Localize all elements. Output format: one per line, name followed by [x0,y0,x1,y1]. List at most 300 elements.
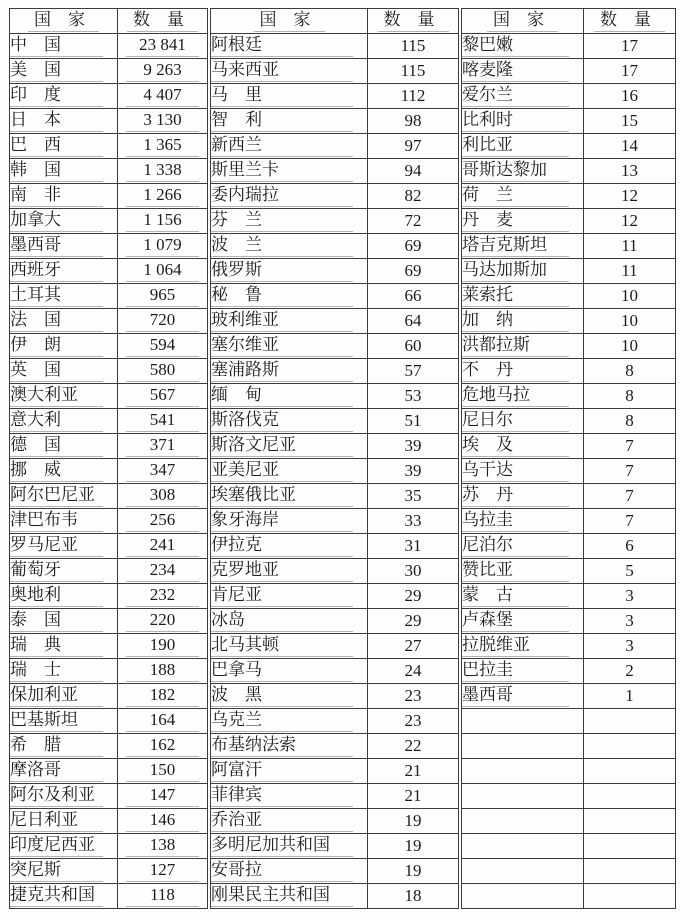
quantity-cell [584,784,676,809]
quantity-cell: 29 [368,609,459,634]
quantity-cell: 64 [368,309,459,334]
quantity-value: 1 266 [126,185,199,207]
country-cell [211,84,368,109]
quantity-cell: 98 [368,109,459,134]
quantity-value: 118 [126,885,199,907]
quantity-cell: 72 [368,209,459,234]
table-group-1 [9,8,208,909]
country-name: 布基纳法索 [211,735,353,757]
table-row [462,609,676,634]
quantity-cell [584,734,676,759]
country-name: 埃 及 [462,435,569,457]
table-row [10,134,208,159]
country-cell [211,659,368,684]
quantity-cell: 7 [584,484,676,509]
country-cell [211,859,368,884]
quantity-cell [584,759,676,784]
table-row [462,134,676,159]
quantity-cell: 8 [584,359,676,384]
table-row [10,509,208,534]
country-name: 比利时 [462,110,569,132]
table-group-2 [210,8,459,909]
quantity-cell: 7 [584,459,676,484]
country-name: 巴拉圭 [462,660,569,682]
country-name: 英 国 [10,360,103,382]
country-name: 荷 兰 [462,185,569,207]
country-cell [462,334,584,359]
quantity-cell [118,584,208,609]
country-name: 斯洛伐克 [211,410,353,432]
quantity-cell: 19 [368,809,459,834]
quantity-cell: 1 [584,684,676,709]
country-name: 印 度 [10,85,103,107]
quantity-cell: 94 [368,159,459,184]
country-cell [10,234,118,259]
quantity-cell [118,709,208,734]
table-row [462,109,676,134]
quantity-value: 567 [126,385,199,407]
table-group-3 [461,8,676,909]
table-row [10,59,208,84]
country-cell [211,159,368,184]
country-name: 加拿大 [10,210,103,232]
table-row [10,409,208,434]
quantity-cell [118,84,208,109]
country-cell [462,109,584,134]
quantity-cell: 19 [368,859,459,884]
quantity-value: 138 [126,835,199,857]
table-row [10,734,208,759]
table-row [211,259,459,284]
country-name: 南 非 [10,185,103,207]
country-name: 乔治亚 [211,810,353,832]
quantity-value: 594 [126,335,199,357]
quantity-cell: 115 [368,34,459,59]
country-cell [211,59,368,84]
table-row [10,484,208,509]
country-name: 新西兰 [211,135,353,157]
table-row [211,109,459,134]
quantity-cell: 3 [584,609,676,634]
country-header: 国 家 [10,9,118,34]
quantity-cell: 69 [368,259,459,284]
quantity-cell [118,259,208,284]
country-name: 韩 国 [10,160,103,182]
country-name: 阿根廷 [211,35,353,57]
country-name: 阿尔巴尼亚 [10,485,103,507]
country-cell [462,284,584,309]
quantity-cell [118,184,208,209]
table-row [211,384,459,409]
country-cell [10,859,118,884]
country-name: 菲律宾 [211,785,353,807]
country-name: 拉脱维亚 [462,635,569,657]
country-header: 国 家 [211,9,368,34]
quantity-cell [584,709,676,734]
table-row [10,809,208,834]
country-cell [10,284,118,309]
quantity-cell [118,859,208,884]
country-cell [462,234,584,259]
country-cell [10,509,118,534]
table-row [211,734,459,759]
quantity-cell: 15 [584,109,676,134]
quantity-cell [118,109,208,134]
country-name: 爱尔兰 [462,85,569,107]
header-row [10,9,208,34]
quantity-cell: 115 [368,59,459,84]
table-row [462,759,676,784]
country-name: 塞浦路斯 [211,360,353,382]
quantity-cell: 66 [368,284,459,309]
country-cell [462,309,584,334]
quantity-value: 1 064 [126,260,199,282]
quantity-value: 234 [126,560,199,582]
quantity-cell [584,809,676,834]
quantity-value: 308 [126,485,199,507]
country-name: 俄罗斯 [211,260,353,282]
quantity-value: 541 [126,410,199,432]
country-name: 伊 朗 [10,335,103,357]
table-row [211,159,459,184]
country-name: 波 兰 [211,235,353,257]
country-name: 西班牙 [10,260,103,282]
quantity-cell [118,209,208,234]
quantity-cell: 12 [584,209,676,234]
country-name: 中 国 [10,35,103,57]
table-row [211,334,459,359]
table-row [462,34,676,59]
country-name: 捷克共和国 [10,885,103,907]
table-row [10,609,208,634]
country-cell [211,34,368,59]
quantity-value: 371 [126,435,199,457]
country-name: 乌克兰 [211,710,353,732]
table-row [462,234,676,259]
quantity-header: 数 量 [118,9,208,34]
table-row [10,34,208,59]
quantity-cell: 5 [584,559,676,584]
table-row [211,34,459,59]
country-cell [462,434,584,459]
country-name: 葡萄牙 [10,560,103,582]
country-cell [10,559,118,584]
table-row [211,634,459,659]
country-cell [10,434,118,459]
table-row [211,709,459,734]
table-row [211,284,459,309]
country-name: 乌拉圭 [462,510,569,532]
quantity-cell [118,234,208,259]
quantity-cell: 19 [368,834,459,859]
country-cell [211,509,368,534]
country-cell [211,584,368,609]
country-cell [462,634,584,659]
quantity-cell [118,34,208,59]
table-row [211,884,459,909]
quantity-value: 241 [126,535,199,557]
quantity-value: 1 079 [126,235,199,257]
country-name: 喀麦隆 [462,60,569,82]
country-cell [10,359,118,384]
country-name: 巴拿马 [211,660,353,682]
country-quantity-table [9,8,676,909]
country-name: 蒙 古 [462,585,569,607]
quantity-value: 1 365 [126,135,199,157]
country-cell [10,884,118,909]
country-cell [211,409,368,434]
country-cell [462,34,584,59]
country-cell [211,434,368,459]
country-cell [10,134,118,159]
quantity-cell [118,509,208,534]
table-row [10,284,208,309]
quantity-value: 965 [126,285,199,307]
quantity-cell: 10 [584,284,676,309]
country-name: 塞尔维亚 [211,335,353,357]
country-name: 利比亚 [462,135,569,157]
quantity-cell: 33 [368,509,459,534]
country-cell [10,34,118,59]
quantity-cell: 27 [368,634,459,659]
country-name: 马 里 [211,85,353,107]
quantity-value: 1 338 [126,160,199,182]
country-cell [462,584,584,609]
country-cell [211,384,368,409]
country-name: 加 纳 [462,310,569,332]
country-cell [462,159,584,184]
quantity-cell: 24 [368,659,459,684]
quantity-value: 190 [126,635,199,657]
country-name: 黎巴嫩 [462,35,569,57]
quantity-cell [118,334,208,359]
quantity-cell: 6 [584,534,676,559]
table-row [211,409,459,434]
country-name: 哥斯达黎加 [462,160,569,182]
country-cell [211,459,368,484]
quantity-cell: 10 [584,334,676,359]
table-row [211,659,459,684]
quantity-cell: 11 [584,234,676,259]
quantity-cell [118,809,208,834]
table-row [462,659,676,684]
country-cell [211,259,368,284]
quantity-value: 182 [126,685,199,707]
quantity-value: 220 [126,610,199,632]
table-row [10,634,208,659]
table-row [211,134,459,159]
country-name: 瑞 士 [10,660,103,682]
quantity-cell [118,459,208,484]
country-cell [10,784,118,809]
quantity-header: 数 量 [368,9,459,34]
country-name: 苏 丹 [462,485,569,507]
country-name: 墨西哥 [462,685,569,707]
quantity-value: 256 [126,510,199,532]
table-row [10,159,208,184]
quantity-value: 164 [126,710,199,732]
quantity-cell: 12 [584,184,676,209]
country-cell [462,834,584,859]
country-cell [462,184,584,209]
country-name: 玻利维亚 [211,310,353,332]
table-row [10,359,208,384]
table-row [10,384,208,409]
quantity-cell [584,834,676,859]
header-row [211,9,459,34]
country-name: 智 利 [211,110,353,132]
country-name: 奥地利 [10,585,103,607]
country-name: 尼日尔 [462,410,569,432]
country-name: 肯尼亚 [211,585,353,607]
country-cell [211,309,368,334]
quantity-value: 232 [126,585,199,607]
country-cell [10,759,118,784]
country-cell [211,709,368,734]
country-name: 亚美尼亚 [211,460,353,482]
quantity-cell: 29 [368,584,459,609]
country-name: 巴 西 [10,135,103,157]
quantity-cell: 23 [368,684,459,709]
table-row [211,584,459,609]
country-cell [211,134,368,159]
table-row [10,859,208,884]
quantity-cell [118,434,208,459]
country-name: 卢森堡 [462,610,569,632]
country-cell [10,159,118,184]
quantity-header: 数 量 [584,9,676,34]
quantity-cell [118,159,208,184]
table-row [211,359,459,384]
table-row [10,884,208,909]
quantity-cell [118,834,208,859]
table-row [462,734,676,759]
quantity-value: 127 [126,860,199,882]
country-name: 斯洛文尼亚 [211,435,353,457]
country-name: 多明尼加共和国 [211,835,353,857]
quantity-cell [118,734,208,759]
country-name: 莱索托 [462,285,569,307]
country-cell [10,684,118,709]
country-cell [10,384,118,409]
country-cell [10,59,118,84]
country-name: 巴基斯坦 [10,710,103,732]
country-cell [10,534,118,559]
country-cell [462,709,584,734]
country-cell [211,884,368,909]
country-name: 丹 麦 [462,210,569,232]
quantity-cell [118,284,208,309]
table-row [211,509,459,534]
quantity-cell: 16 [584,84,676,109]
country-cell [462,459,584,484]
table-row [462,359,676,384]
country-name: 埃塞俄比亚 [211,485,353,507]
country-cell [211,809,368,834]
table-row [462,409,676,434]
country-name: 安哥拉 [211,860,353,882]
country-cell [211,184,368,209]
quantity-cell: 8 [584,384,676,409]
table-row [211,559,459,584]
quantity-cell: 22 [368,734,459,759]
country-name: 阿富汗 [211,760,353,782]
table-row [211,434,459,459]
country-name: 澳大利亚 [10,385,103,407]
table-row [462,259,676,284]
country-cell [10,834,118,859]
table-row [462,559,676,584]
country-name: 洪都拉斯 [462,335,569,357]
country-name: 希 腊 [10,735,103,757]
table-row [462,809,676,834]
quantity-cell [118,534,208,559]
country-cell [462,659,584,684]
table-row [10,109,208,134]
header-row [462,9,676,34]
country-cell [10,584,118,609]
table-row [211,184,459,209]
quantity-cell: 3 [584,584,676,609]
country-name: 塔吉克斯坦 [462,235,569,257]
table-row [10,334,208,359]
country-cell [211,284,368,309]
quantity-value: 4 407 [126,85,199,107]
country-name: 赞比亚 [462,560,569,582]
country-cell [462,609,584,634]
quantity-cell [118,59,208,84]
table-row [10,234,208,259]
quantity-cell [584,884,676,909]
country-cell [10,734,118,759]
country-cell [10,259,118,284]
country-cell [10,484,118,509]
country-cell [462,409,584,434]
quantity-cell: 23 [368,709,459,734]
country-cell [462,359,584,384]
table-row [10,584,208,609]
quantity-value: 146 [126,810,199,832]
country-cell [211,359,368,384]
table-row [10,309,208,334]
country-cell [10,184,118,209]
table-row [10,659,208,684]
quantity-cell: 14 [584,134,676,159]
table-row [462,459,676,484]
quantity-value: 9 263 [126,60,199,82]
table-row [462,834,676,859]
table-row [462,159,676,184]
country-cell [211,534,368,559]
table-row [211,484,459,509]
country-name: 秘 鲁 [211,285,353,307]
table-row [10,259,208,284]
table-row [10,834,208,859]
country-cell [462,884,584,909]
country-cell [10,609,118,634]
country-cell [462,59,584,84]
table-row [462,584,676,609]
quantity-cell: 82 [368,184,459,209]
country-cell [462,559,584,584]
country-name: 印度尼西亚 [10,835,103,857]
quantity-cell: 60 [368,334,459,359]
table-row [462,484,676,509]
country-cell [211,334,368,359]
quantity-cell [118,784,208,809]
country-cell [462,759,584,784]
country-name: 马来西亚 [211,60,353,82]
